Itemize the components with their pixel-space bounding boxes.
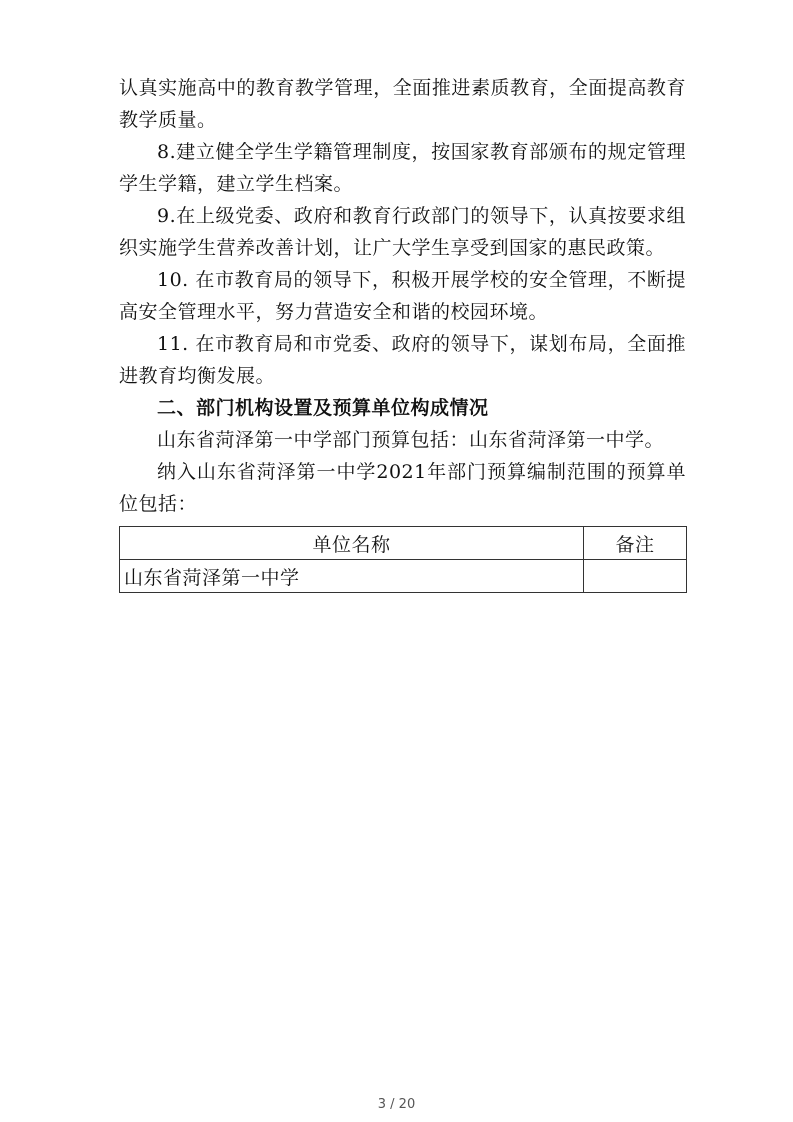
budget-units-table [119, 526, 687, 593]
paragraph-item-9: 9.在上级党委、政府和教育行政部门的领导下，认真按要求组织实施学生营养改善计划，让广大学生享受到国家的惠民政策。 [119, 205, 686, 259]
document-body [119, 72, 686, 593]
page-indicator: 3 / 20 [377, 1097, 416, 1112]
paragraph-continued: 认真实施高中的教育教学管理，全面推进素质教育，全面提高教育教学质量。 [119, 77, 686, 131]
paragraph-item-8: 8.建立健全学生学籍管理制度，按国家教育部颁布的规定管理学生学籍，建立学生档案。 [119, 141, 686, 195]
table-header-remarks: 备注 [584, 527, 687, 560]
table-cell-remarks [584, 560, 687, 593]
table-header-row [120, 527, 687, 560]
section-paragraph-budget-scope: 山东省菏泽第一中学部门预算包括：山东省菏泽第一中学。 [157, 429, 665, 451]
section-heading: 二、部门机构设置及预算单位构成情况 [157, 397, 489, 419]
section-paragraph-budget-units: 纳入山东省菏泽第一中学2021年部门预算编制范围的预算单位包括： [119, 461, 686, 515]
table-row [120, 560, 687, 593]
paragraph-item-11: 11. 在市教育局和市党委、政府的领导下，谋划布局，全面推进教育均衡发展。 [119, 333, 686, 387]
table-cell-unit-name: 山东省菏泽第一中学 [120, 560, 584, 593]
table-header-unit-name: 单位名称 [120, 527, 584, 560]
paragraph-item-10: 10. 在市教育局的领导下，积极开展学校的安全管理，不断提高安全管理水平，努力营造安全和谐的校园环境。 [119, 269, 686, 323]
